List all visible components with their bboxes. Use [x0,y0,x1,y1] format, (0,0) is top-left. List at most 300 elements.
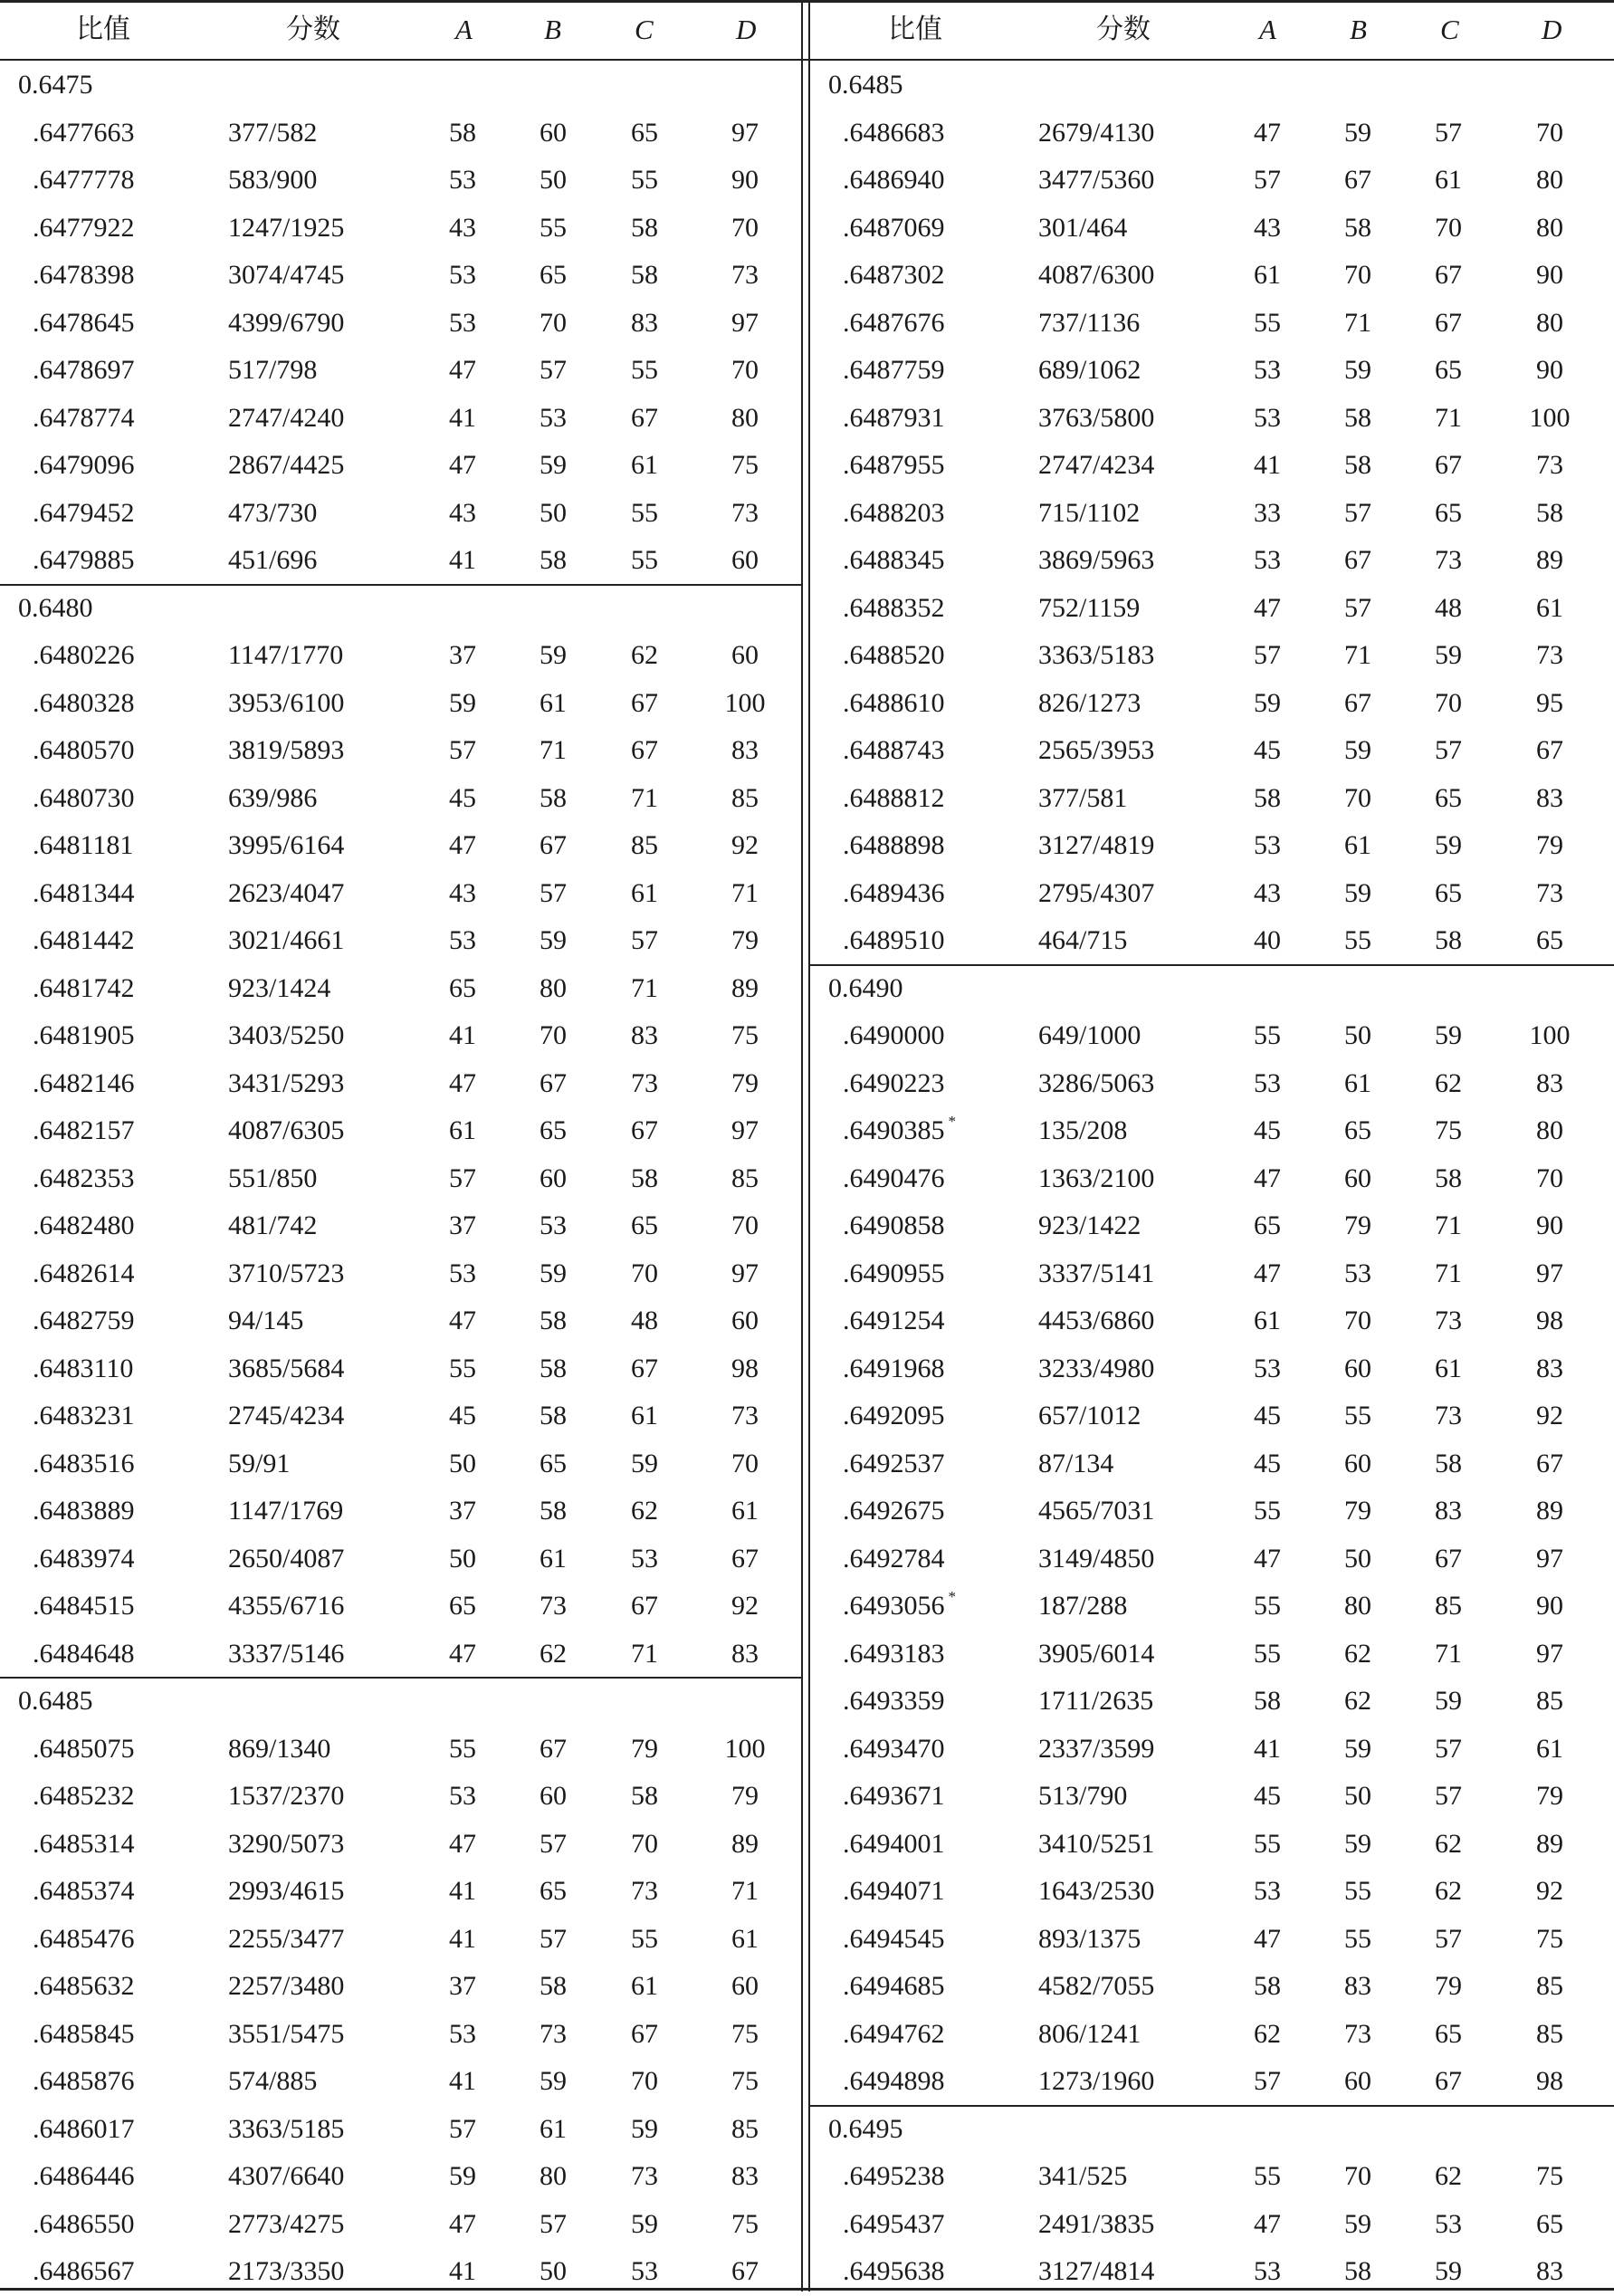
fraction-cell: 451/696 [228,545,318,575]
section-label: 0.6475 [18,70,93,100]
value-b-cell: 50 [540,2256,567,2286]
value-c-cell: 83 [631,307,658,338]
ratio-value: .6491254 [843,1306,945,1335]
table-row [0,1868,801,1916]
ratio-cell [843,1488,945,1535]
value-d-cell: 75 [731,2018,759,2049]
fraction-cell: 806/1241 [1038,2018,1141,2049]
value-a-cell: 41 [449,1876,476,1906]
value-d-cell: 83 [1536,782,1563,813]
value-c-cell: 57 [1435,735,1462,765]
fraction-cell: 2747/4240 [228,402,345,433]
value-a-cell: 47 [1254,592,1281,623]
ratio-value: .6492095 [843,1401,945,1430]
table-row [0,490,801,538]
table-row [810,822,1614,870]
value-b-cell: 55 [1344,1401,1371,1430]
table-row [810,2248,1614,2296]
value-c-cell: 55 [631,355,658,385]
table-row [810,205,1614,253]
value-d-cell: 80 [731,402,759,433]
value-d-cell: 100 [724,687,766,718]
value-c-cell: 71 [1435,1638,1462,1669]
ratio-value: .6477663 [33,117,135,148]
table-row [0,1202,801,1250]
value-b-cell: 53 [1344,1258,1371,1288]
value-a-cell: 37 [449,1496,476,1526]
table-row [0,1440,801,1488]
value-a-cell: 47 [449,1067,476,1098]
ratio-cell [843,157,945,205]
section-label: 0.6485 [828,70,903,100]
ratio-value: .6487302 [843,260,945,290]
value-c-cell: 61 [1435,165,1462,195]
value-d-cell: 100 [1529,1020,1571,1050]
ratio-value: .6479885 [33,545,135,575]
table-row [810,1297,1614,1345]
ratio-value: .6495437 [843,2208,945,2239]
ratio-value: .6481742 [33,972,135,1003]
fraction-cell: 1363/2100 [1038,1162,1155,1193]
ratio-value: .6483516 [33,1448,135,1478]
fraction-cell: 2745/4234 [228,1401,345,1430]
fraction-cell: 2795/4307 [1038,877,1155,908]
table-row [810,870,1614,918]
value-c-cell: 73 [1435,1401,1462,1430]
fraction-cell: 2650/4087 [228,1543,345,1574]
table-row [0,822,801,870]
table-row [810,727,1614,775]
value-c-cell: 67 [631,1591,658,1621]
fraction-cell: 2623/4047 [228,877,345,908]
fraction-cell: 4582/7055 [1038,1971,1155,2001]
value-a-cell: 53 [449,260,476,290]
ratio-cell [33,680,135,728]
fraction-cell: 923/1422 [1038,1210,1141,1240]
value-b-cell: 59 [540,925,567,955]
value-d-cell: 100 [724,1733,766,1764]
value-c-cell: 61 [631,1401,658,1430]
ratio-cell [843,1535,945,1583]
table-row [810,1202,1614,1250]
ratio-value: .6478774 [33,402,135,433]
table-row [0,1345,801,1393]
value-c-cell: 59 [631,2208,658,2239]
value-a-cell: 45 [1254,1781,1281,1811]
value-c-cell: 58 [631,1781,658,1811]
value-a-cell: 37 [449,1210,476,1240]
value-b-cell: 58 [1344,2256,1371,2286]
value-b-cell: 59 [1344,355,1371,385]
value-d-cell: 90 [1536,355,1563,385]
value-b-cell: 60 [1344,1448,1371,1478]
ratio-value: .6483889 [33,1496,135,1526]
value-a-cell: 55 [1254,1638,1281,1669]
value-d-cell: 79 [1536,830,1563,860]
value-d-cell: 98 [1536,1306,1563,1335]
value-d-cell: 97 [1536,1543,1563,1574]
ratio-value: .6486017 [33,2113,135,2144]
fraction-cell: 2747/4234 [1038,450,1155,480]
table-row [0,1583,801,1631]
value-d-cell: 70 [1536,117,1563,148]
section-label: 0.6485 [18,1686,93,1716]
value-b-cell: 58 [540,1971,567,2001]
value-b-cell: 65 [540,1115,567,1145]
value-c-cell: 58 [631,1162,658,1193]
value-c-cell: 58 [1435,925,1462,955]
ratio-cell [843,1678,945,1726]
ratio-cell [33,1060,135,1108]
value-a-cell: 55 [1254,1496,1281,1526]
ratio-cell [33,252,135,300]
value-b-cell: 55 [540,212,567,243]
divider-left-line [801,0,803,2291]
value-c-cell: 73 [631,1067,658,1098]
ratio-value: .6479452 [33,497,135,528]
table-row [810,1583,1614,1631]
ratio-value: .6492537 [843,1448,945,1478]
value-a-cell: 61 [1254,1306,1281,1335]
value-a-cell: 53 [1254,1067,1281,1098]
value-a-cell: 53 [449,307,476,338]
table-row [0,1488,801,1535]
section-header-row [810,965,1614,1013]
ratio-cell [33,1250,135,1298]
fraction-cell: 3403/5250 [228,1020,345,1050]
value-c-cell: 59 [1435,830,1462,860]
value-d-cell: 67 [731,1543,759,1574]
value-b-cell: 58 [1344,402,1371,433]
value-b-cell: 67 [540,1067,567,1098]
value-d-cell: 90 [1536,1210,1563,1240]
value-b-cell: 79 [1344,1496,1371,1526]
value-a-cell: 53 [1254,545,1281,575]
value-a-cell: 45 [1254,1401,1281,1430]
ratio-value: .6493056 [843,1591,945,1621]
ratio-value: .6480328 [33,687,135,718]
value-c-cell: 83 [631,1020,658,1050]
ratio-cell [33,1107,135,1155]
ratio-value: .6494685 [843,1971,945,2001]
fraction-cell: 649/1000 [1038,1020,1141,1050]
value-b-cell: 70 [1344,782,1371,813]
value-a-cell: 65 [1254,1210,1281,1240]
fraction-cell: 1643/2530 [1038,1876,1155,1906]
fraction-cell: 3551/5475 [228,2018,345,2049]
value-b-cell: 58 [540,1401,567,1430]
value-d-cell: 67 [1536,735,1563,765]
value-d-cell: 83 [1536,1067,1563,1098]
section-label: 0.6490 [828,972,903,1003]
value-b-cell: 57 [1344,497,1371,528]
value-c-cell: 73 [1435,1306,1462,1335]
ratio-cell [33,1726,135,1774]
value-c-cell: 53 [631,2256,658,2286]
value-d-cell: 83 [1536,1353,1563,1383]
value-a-cell: 41 [449,545,476,575]
value-b-cell: 50 [1344,1020,1371,1050]
value-a-cell: 53 [1254,1353,1281,1383]
value-d-cell: 75 [731,450,759,480]
ratio-cell [843,1107,956,1155]
table-row [0,1535,801,1583]
value-a-cell: 47 [449,355,476,385]
value-c-cell: 67 [631,2018,658,2049]
ratio-value: .6493183 [843,1638,945,1669]
table-row [810,1060,1614,1108]
table-row [0,632,801,680]
value-b-cell: 55 [1344,1923,1371,1954]
ratio-cell [33,1202,135,1250]
value-c-cell: 53 [1435,2208,1462,2239]
value-b-cell: 59 [540,1258,567,1288]
fraction-cell: 4087/6300 [1038,260,1155,290]
ratio-cell [843,2248,945,2296]
ratio-value: .6488345 [843,545,945,575]
ratio-cell [843,490,945,538]
value-b-cell: 57 [540,2208,567,2239]
ratio-cell [33,632,135,680]
ratio-cell [843,2201,945,2249]
value-b-cell: 58 [540,1353,567,1383]
table-row [810,632,1614,680]
header-ratio: 比值 [888,14,942,45]
value-b-cell: 62 [1344,1638,1371,1669]
ratio-cell [33,1821,135,1869]
ratio-value: .6485476 [33,1923,135,1954]
value-b-cell: 70 [1344,1306,1371,1335]
fraction-cell: 551/850 [228,1162,318,1193]
value-a-cell: 61 [449,1115,476,1145]
ratio-value: .6481344 [33,877,135,908]
table-row [810,1107,1614,1155]
fraction-cell: 3819/5893 [228,735,345,765]
fraction-cell: 3869/5963 [1038,545,1155,575]
value-d-cell: 79 [731,925,759,955]
ratio-cell [33,727,135,775]
ratio-value: .6485374 [33,1876,135,1906]
ratio-value: .6488203 [843,497,945,528]
value-b-cell: 61 [540,2113,567,2144]
table-row [810,1868,1614,1916]
value-a-cell: 65 [449,972,476,1003]
ratio-cell [33,1345,133,1393]
table-row [0,252,801,300]
ratio-cell [33,2201,135,2249]
value-b-cell: 70 [1344,260,1371,290]
value-b-cell: 58 [540,545,567,575]
value-c-cell: 79 [1435,1971,1462,2001]
table-row [0,1392,801,1440]
fraction-cell: 94/145 [228,1306,304,1335]
value-b-cell: 67 [1344,545,1371,575]
value-d-cell: 71 [731,877,759,908]
ratio-value: .6482759 [33,1306,135,1335]
ratio-value: .6488610 [843,687,945,718]
fraction-cell: 2257/3480 [228,1971,345,2001]
table-row [0,1250,801,1298]
table-row [810,1916,1614,1964]
value-b-cell: 62 [1344,1686,1371,1716]
ratio-value: .6489510 [843,925,945,955]
value-d-cell: 79 [731,1781,759,1811]
left-table [0,0,801,2291]
value-d-cell: 92 [731,1591,759,1621]
ratio-value: .6490955 [843,1258,945,1288]
fraction-cell: 59/91 [228,1448,291,1478]
fraction-cell: 737/1136 [1038,307,1141,338]
value-c-cell: 73 [631,1876,658,1906]
value-a-cell: 55 [449,1353,476,1383]
value-c-cell: 62 [1435,1067,1462,1098]
fraction-cell: 574/885 [228,2066,318,2096]
ratio-value: .6478645 [33,307,135,338]
ratio-cell [33,1963,135,2011]
value-b-cell: 59 [1344,1828,1371,1859]
value-a-cell: 57 [1254,165,1281,195]
fraction-cell: 2867/4425 [228,450,345,480]
value-d-cell: 70 [731,1210,759,1240]
ratio-value: .6487676 [843,307,945,338]
value-b-cell: 59 [1344,1733,1371,1764]
value-a-cell: 43 [1254,877,1281,908]
fraction-cell: 3021/4661 [228,925,345,955]
value-b-cell: 59 [1344,877,1371,908]
ratio-cell [33,1392,135,1440]
value-b-cell: 67 [1344,165,1371,195]
value-b-cell: 57 [1344,592,1371,623]
value-c-cell: 67 [1435,450,1462,480]
ratio-cell [33,1631,135,1679]
ratio-value: .6492675 [843,1496,945,1526]
value-b-cell: 73 [1344,2018,1371,2049]
ratio-value: .6490385 [843,1115,945,1145]
ratio-value: .6486567 [33,2256,135,2286]
fraction-cell: 3363/5183 [1038,640,1155,670]
ratio-value: .6483110 [33,1353,134,1383]
ratio-cell [33,870,135,918]
ratio-value: .6481181 [33,830,134,860]
value-d-cell: 97 [731,117,759,148]
value-c-cell: 67 [631,1353,658,1383]
value-d-cell: 85 [731,2113,759,2144]
section-label: 0.6480 [18,592,93,623]
value-a-cell: 43 [1254,212,1281,243]
ratio-cell [33,2106,135,2154]
value-c-cell: 67 [1435,2066,1462,2096]
value-b-cell: 83 [1344,1971,1371,2001]
value-d-cell: 95 [1536,687,1563,718]
value-c-cell: 70 [631,1828,658,1859]
value-c-cell: 57 [1435,1923,1462,1954]
value-b-cell: 60 [1344,1353,1371,1383]
header-c: C [1440,14,1459,45]
ratio-cell [33,442,135,490]
value-a-cell: 57 [449,735,476,765]
ratio-cell [843,537,945,585]
table-row [0,2153,801,2201]
asterisk-marker: * [948,1113,956,1130]
value-b-cell: 57 [540,877,567,908]
value-a-cell: 41 [449,1020,476,1050]
ratio-value: .6488520 [843,640,945,670]
value-c-cell: 55 [631,1923,658,1954]
value-c-cell: 67 [631,687,658,718]
fraction-cell: 4399/6790 [228,307,345,338]
ratio-cell [843,1060,945,1108]
fraction-cell: 3477/5360 [1038,165,1155,195]
asterisk-marker: * [948,1588,956,1605]
value-b-cell: 71 [1344,640,1371,670]
value-b-cell: 60 [1344,1162,1371,1193]
table-row [810,1773,1614,1821]
fraction-cell: 715/1102 [1038,497,1141,528]
header-ratio: 比值 [76,14,130,45]
ratio-value: .6482614 [33,1258,135,1288]
ratio-cell [33,347,135,395]
value-b-cell: 57 [540,1828,567,1859]
ratio-cell [33,537,135,585]
value-d-cell: 89 [731,972,759,1003]
value-d-cell: 80 [1536,212,1563,243]
ratio-cell [843,1583,956,1631]
value-d-cell: 70 [1536,1162,1563,1193]
ratio-cell [33,2011,135,2059]
value-c-cell: 75 [1435,1115,1462,1145]
ratio-value: .6480570 [33,735,135,765]
value-c-cell: 57 [631,925,658,955]
value-c-cell: 62 [1435,1876,1462,1906]
value-a-cell: 53 [449,165,476,195]
fraction-cell: 869/1340 [228,1733,331,1764]
value-d-cell: 85 [731,782,759,813]
value-a-cell: 45 [1254,1115,1281,1145]
value-d-cell: 73 [1536,450,1563,480]
fraction-cell: 341/525 [1038,2161,1128,2191]
fraction-cell: 2255/3477 [228,1923,345,1954]
ratio-value: .6493470 [843,1733,945,1764]
value-c-cell: 67 [1435,307,1462,338]
value-c-cell: 59 [631,2113,658,2144]
table-row [810,300,1614,348]
fraction-cell: 1537/2370 [228,1781,345,1811]
ratio-value: .6490476 [843,1162,945,1193]
value-d-cell: 75 [731,1020,759,1050]
value-d-cell: 90 [1536,1591,1563,1621]
ratio-value: .6485845 [33,2018,135,2049]
value-b-cell: 65 [1344,1115,1371,1145]
value-c-cell: 61 [631,450,658,480]
value-c-cell: 65 [631,1210,658,1240]
fraction-cell: 4355/6716 [228,1591,345,1621]
value-a-cell: 53 [1254,402,1281,433]
value-d-cell: 61 [731,1923,759,1954]
fraction-cell: 517/798 [228,355,318,385]
ratio-cell [33,110,135,158]
value-d-cell: 75 [731,2208,759,2239]
value-d-cell: 80 [1536,1115,1563,1145]
table-row [0,110,801,158]
ratio-value: .6485314 [33,1828,135,1859]
value-c-cell: 65 [631,117,658,148]
value-a-cell: 41 [449,2066,476,2096]
fraction-cell: 657/1012 [1038,1401,1141,1430]
value-c-cell: 70 [1435,687,1462,718]
table-row [0,680,801,728]
value-b-cell: 70 [540,307,567,338]
fraction-cell: 3074/4745 [228,260,345,290]
